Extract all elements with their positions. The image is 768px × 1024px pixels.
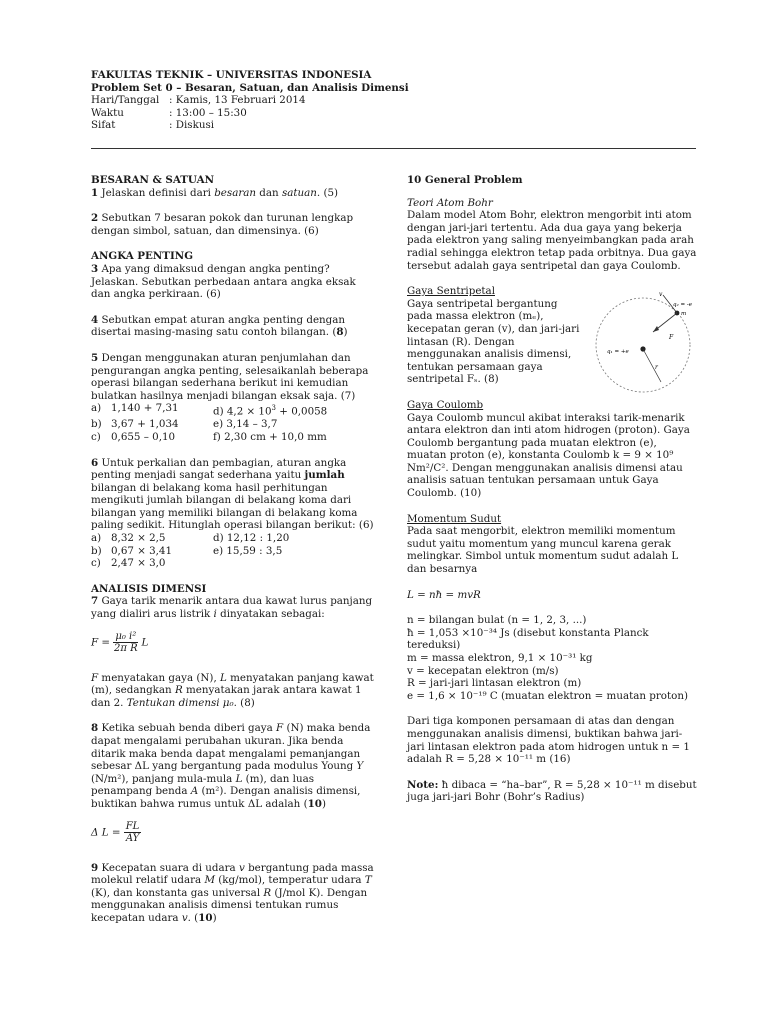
definition-item: ħ = 1,053 ×10⁻³⁴ Js (disebut konstanta Planck tereduksi): [407, 626, 649, 652]
question-9: 9 Kecepatan suara di udara v bergantung pada massa molekul relatif udara M (kg/mol), temperatur udara T (K), dan konstanta gas universal R (J/mol K). Dengan menggunakan analisis dimensi tentukan rumus kecepatan udara v. (10): [91, 861, 374, 924]
question-8: 8 Ketika sebuah benda diberi gaya F (N) maka benda dapat mengalami perubahan ukuran. Jika benda ditarik maka benda dapat mengalami pemanjangan sebesar ΔL yang bergantung pada modulus Young Y (N/m²), panjang mula-mula L (m), dan luas penampang benda A (m²). Dengan analisis dimensi, buktikan bahwa rumus untuk ΔL adalah (10): [91, 722, 371, 810]
formula-wire-force: F = $\frac{\text{μ₀ i²}}{\text{2π R}}$ L: [91, 630, 149, 654]
question-3: 3 Apa yang dimaksud dengan angka penting? Jelaskan. Sebutkan perbedaan antara angka eksak dan angka perkiraan. (6): [91, 262, 356, 301]
formula-young-modulus: Δ L = $\frac{FL}{AY}$: [91, 820, 140, 844]
definition-item: R = jari-jari lintasan elektron (m): [407, 677, 582, 690]
problem-set-title: Problem Set 0 – Besaran, Satuan, dan Analisis Dimensi: [91, 81, 409, 94]
faculty-title: FAKULTAS TEKNIK – UNIVERSITAS INDONESIA: [91, 69, 372, 81]
section-angka-penting: ANGKA PENTING: [91, 250, 193, 263]
centripetal-heading: Gaya Sentripetal: [407, 285, 495, 298]
momentum-heading: Momentum Sudut: [407, 512, 502, 525]
note: Note: ħ dibaca = “ha–bar”, R = 5,28 × 10⁻¹¹ m disebut juga jari-jari Bohr (Bohr’s Radius): [407, 778, 697, 804]
bohr-radius-question: Dari tiga komponen persamaan di atas dan dengan menggunakan analisis dimensi, buktikan bahwa jari-jari lintasan elektron pada atom hidrogen untuk n = 1 adalah R = 5,28 × 10⁻¹¹ m (16): [407, 715, 690, 766]
section-besaran-satuan: BESARAN & SATUAN: [91, 174, 214, 186]
right-column: [407, 174, 699, 817]
header-row-time: Waktu : 13:00 – 15:30: [91, 106, 247, 119]
question-4: 4 Sebutkan empat aturan angka penting dengan disertai masing-masing satu contoh bilangan. (8): [91, 313, 348, 339]
header-divider: [91, 148, 696, 149]
definition-list: [407, 614, 699, 702]
label-F: F: [669, 334, 674, 341]
force-arrowhead: [653, 326, 659, 332]
label-q2: q₂ = -e: [673, 302, 692, 308]
bohr-atom-diagram: [589, 287, 697, 395]
question-1: 1 Jelaskan definisi dari besaran dan satuan. (5): [91, 186, 339, 199]
question-7: 7 Gaya tarik menarik antara dua kawat lurus panjang yang dialiri arus listrik i dinyatakan sebagai:: [91, 595, 373, 621]
question-2: 2 Sebutkan 7 besaran pokok dan turunan lengkap dengan simbol, satuan, dan dimensinya. (6): [91, 212, 354, 237]
question-6-items: a) 8,32 × 2,5 d) 12,12 : 1,20 b) 0,67 × 3,41 e) 15,59 : 3,5 c) 2,47 × 3,0: [91, 532, 290, 570]
label-m: m: [681, 311, 687, 317]
general-problem-title: 10 General Problem: [407, 174, 523, 186]
momentum-text: Pada saat mengorbit, elektron memiliki momentum sudut yaitu momentum yang muncul karena gerak melingkar. Simbol untuk momentum sudut adalah L dan besarnya: [407, 525, 679, 576]
definition-item: v = kecepatan elektron (m/s): [407, 664, 559, 677]
header-row-date: Hari/Tanggal : Kamis, 13 Februari 2014: [91, 94, 306, 107]
label-q1: q₁ = +e: [607, 349, 629, 355]
coulomb-heading: Gaya Coulomb: [407, 398, 484, 411]
question-5: 5 Dengan menggunakan aturan penjumlahan dan pengurangan angka penting, selesaikanlah beberapa operasi bilangan sederhana berikut ini kemudian bulatkan hasilnya menjadi bilangan eksak saja. (7): [91, 351, 369, 402]
question-7-description: F menyatakan gaya (N), L menyatakan panjang kawat (m), sedangkan R menyatakan jarak antara kawat 1 dan 2. Tentukan dimensi μ₀. (8): [91, 671, 374, 709]
question-5-items: a) 1,140 + 7,31 d) $4,2 \times 10^3 + 0,0058$ b) 3,67 + 1,034 e) 3,14 – 3,7 c) 0,655 – 0,10 f) 2,30 cm + 10,0 mm: [91, 402, 328, 443]
coulomb-text: Gaya Coulomb muncul akibat interaksi tarik-menarik antara elektron dan inti atom hidrogen (proton). Gaya Coulomb bergantung pada muatan elektron (e), muatan proton (e), konstanta Coulomb k = 9 × 10⁹ Nm²/C². Dengan menggunakan analisis dimensi atau analisis satuan tentukan persamaan untuk Gaya Coulomb. (10): [407, 411, 690, 500]
section-analisis-dimensi: ANALISIS DIMENSI: [91, 582, 207, 595]
header-block: [91, 69, 691, 132]
definition-item: e = 1,6 × 10⁻¹⁹ C (muatan elektron = muatan proton): [407, 689, 688, 702]
momentum-equation: L = nħ = mvR: [407, 588, 481, 601]
bohr-intro: Dalam model Atom Bohr, elektron mengorbit inti atom dengan jari-jari tertentu. Ada dua gaya yang bekerja pada elektron yang saling menyeimbangkan pada arah radial sehingga elektron tetap pada orbitnya. Dua gaya tersebut adalah gaya sentripetal dan gaya Coulomb.: [407, 209, 697, 272]
definition-item: n = bilangan bulat (n = 1, 2, 3, ...): [407, 614, 587, 627]
bohr-subtitle: Teori Atom Bohr: [407, 196, 493, 209]
label-v: v: [659, 291, 663, 298]
centripetal-text: Gaya sentripetal bergantung pada massa elektron (mₑ), kecepatan geran (v), dan jari-jari lintasan (R). Dengan menggunakan analisis dimensi, tentukan persamaan gaya sentripetal Fₛ. (8): [407, 297, 580, 386]
left-column: [91, 174, 377, 938]
label-r: r: [655, 364, 658, 371]
definition-item: m = massa elektron, 9,1 × 10⁻³¹ kg: [407, 652, 593, 664]
question-6: 6 Untuk perkalian dan pembagian, aturan angka penting menjadi sangat sederhana yaitu jumlah bilangan di belakang koma hasil perhitungan mengikuti jumlah bilangan di belakang koma dari bilangan yang memiliki bilangan di belakang koma paling sedikit. Hitunglah operasi bilangan berikut: (6): [91, 456, 374, 532]
header-row-type: Sifat : Diskusi: [91, 119, 215, 132]
radius-line: [643, 349, 661, 382]
